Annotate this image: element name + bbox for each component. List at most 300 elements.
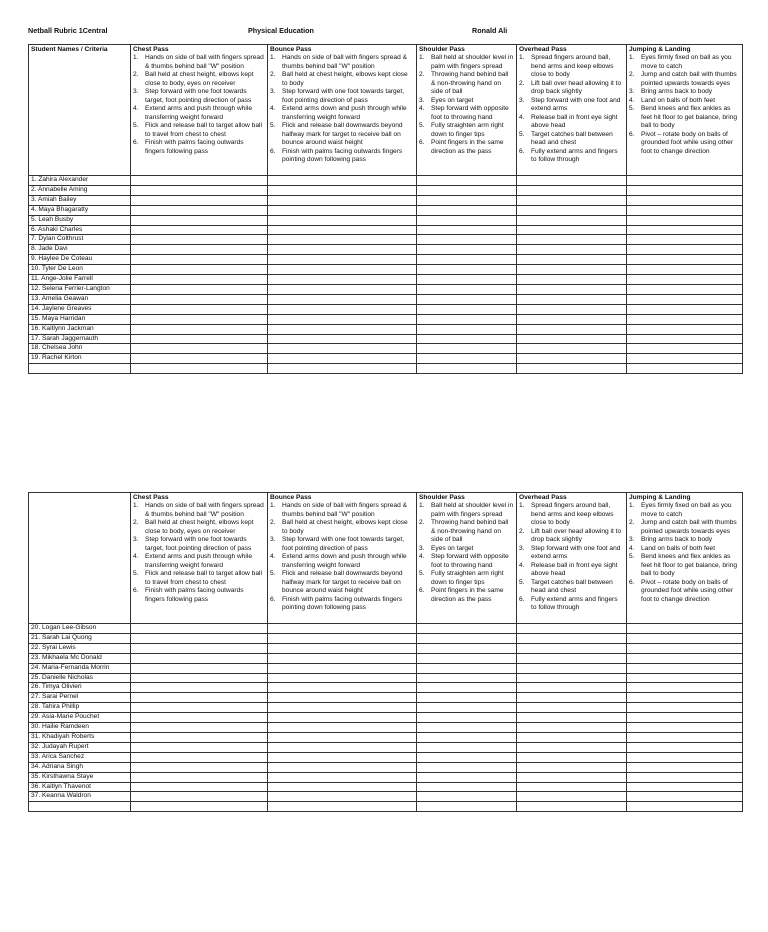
criteria-item — [270, 502, 414, 519]
criteria-item-text: Ball held at shoulder level in palm with fingers spread — [431, 502, 514, 518]
score-cell-overhead-pass[interactable] — [517, 354, 627, 364]
score-cell-shoulder-pass[interactable] — [417, 245, 517, 255]
score-cell-chest-pass[interactable] — [131, 344, 268, 354]
student-row — [29, 732, 743, 742]
score-cell-chest-pass[interactable] — [131, 176, 268, 186]
score-cell-chest-pass[interactable] — [131, 772, 268, 782]
score-cell-jumping-landing[interactable] — [627, 284, 743, 294]
criteria-item — [133, 519, 265, 536]
criteria-item-number: 6. — [419, 587, 425, 594]
student-row — [29, 723, 743, 733]
score-cell-jumping-landing[interactable] — [627, 802, 743, 811]
score-cell-overhead-pass[interactable] — [517, 752, 627, 762]
score-cell-overhead-pass[interactable] — [517, 673, 627, 683]
score-cell-shoulder-pass[interactable] — [417, 663, 517, 673]
criteria-item-number: 2. — [419, 519, 425, 526]
score-cell-overhead-pass[interactable] — [517, 703, 627, 713]
score-cell-overhead-pass[interactable] — [517, 334, 627, 344]
criteria-item-text: Bend knees and flex ankles as feet hit floor to get balance, bring ball to body — [641, 553, 738, 577]
score-cell-bounce-pass[interactable] — [268, 255, 417, 265]
score-cell-bounce-pass[interactable] — [268, 354, 417, 364]
score-cell-bounce-pass[interactable] — [268, 633, 417, 643]
rubric-title: Netball Rubric 1Central — [28, 26, 108, 35]
score-cell-bounce-pass[interactable] — [268, 782, 417, 792]
criteria-item-number: 2. — [270, 71, 276, 78]
criteria-bounce-pass — [268, 45, 417, 176]
score-cell-bounce-pass[interactable] — [268, 314, 417, 324]
criteria-item — [519, 562, 624, 579]
score-cell-overhead-pass[interactable] — [517, 772, 627, 782]
criteria-item-number: 5. — [270, 122, 276, 129]
score-cell-bounce-pass[interactable] — [268, 195, 417, 205]
criteria-item-number: 3. — [133, 536, 139, 543]
criteria-item — [419, 54, 514, 71]
score-cell-shoulder-pass[interactable] — [417, 742, 517, 752]
criteria-item-number: 1. — [419, 54, 425, 61]
score-cell-shoulder-pass[interactable] — [417, 762, 517, 772]
score-cell-shoulder-pass[interactable] — [417, 752, 517, 762]
score-cell-bounce-pass[interactable] — [268, 643, 417, 653]
criteria-item-text: Ball held at chest height, elbows kept close to body — [282, 71, 408, 87]
score-cell-shoulder-pass[interactable] — [417, 176, 517, 186]
score-cell-jumping-landing[interactable] — [627, 663, 743, 673]
criteria-item-text: Throwing hand behind ball & non-throwing hand on side of ball — [431, 71, 509, 95]
score-cell-chest-pass[interactable] — [131, 265, 268, 275]
criteria-item — [519, 528, 624, 545]
score-cell-jumping-landing[interactable] — [627, 723, 743, 733]
score-cell-shoulder-pass[interactable] — [417, 703, 517, 713]
criteria-item-text: Hands on side of ball with fingers spread & thumbs behind ball "W" position — [282, 502, 407, 518]
score-cell-overhead-pass[interactable] — [517, 324, 627, 334]
student-name: 35. Kirsthawna Staye — [29, 772, 131, 782]
score-cell-shoulder-pass[interactable] — [417, 673, 517, 683]
score-cell-shoulder-pass[interactable] — [417, 683, 517, 693]
score-cell-shoulder-pass[interactable] — [417, 713, 517, 723]
score-cell-shoulder-pass[interactable] — [417, 314, 517, 324]
student-row — [29, 762, 743, 772]
score-cell-chest-pass[interactable] — [131, 643, 268, 653]
score-cell-jumping-landing[interactable] — [627, 792, 743, 802]
score-cell-bounce-pass[interactable] — [268, 176, 417, 186]
student-row — [29, 703, 743, 713]
score-cell-bounce-pass[interactable] — [268, 802, 417, 811]
score-cell-jumping-landing[interactable] — [627, 225, 743, 235]
criteria-item-text: Land on balls of both feet — [641, 96, 716, 104]
score-cell-jumping-landing[interactable] — [627, 742, 743, 752]
score-cell-bounce-pass[interactable] — [268, 683, 417, 693]
score-cell-chest-pass[interactable] — [131, 782, 268, 792]
score-cell-chest-pass[interactable] — [131, 195, 268, 205]
score-cell-shoulder-pass[interactable] — [417, 653, 517, 663]
student-name: 31. Khadiyah Roberts — [29, 732, 131, 742]
score-cell-shoulder-pass[interactable] — [417, 802, 517, 811]
score-cell-bounce-pass[interactable] — [268, 344, 417, 354]
score-cell-chest-pass[interactable] — [131, 723, 268, 733]
score-cell-shoulder-pass[interactable] — [417, 225, 517, 235]
criteria-item — [629, 545, 740, 554]
score-cell-chest-pass[interactable] — [131, 802, 268, 811]
score-cell-chest-pass[interactable] — [131, 752, 268, 762]
criteria-item — [419, 97, 514, 106]
score-cell-jumping-landing[interactable] — [627, 762, 743, 772]
student-name — [29, 802, 131, 811]
student-row — [29, 673, 743, 683]
student-name: 24. Maria-Fernanda Morrin — [29, 663, 131, 673]
score-cell-shoulder-pass[interactable] — [417, 205, 517, 215]
score-cell-bounce-pass[interactable] — [268, 772, 417, 782]
criteria-item-text: Bend knees and flex ankles as feet hit floor to get balance, bring ball to body — [641, 105, 738, 129]
score-cell-bounce-pass[interactable] — [268, 732, 417, 742]
score-cell-chest-pass[interactable] — [131, 624, 268, 634]
score-cell-jumping-landing[interactable] — [627, 633, 743, 643]
score-cell-overhead-pass[interactable] — [517, 683, 627, 693]
criteria-jumping-landing — [627, 45, 743, 176]
score-cell-overhead-pass[interactable] — [517, 723, 627, 733]
score-cell-overhead-pass[interactable] — [517, 215, 627, 225]
score-cell-bounce-pass[interactable] — [268, 304, 417, 314]
criteria-item — [270, 88, 414, 105]
score-cell-bounce-pass[interactable] — [268, 663, 417, 673]
student-row — [29, 772, 743, 782]
score-cell-jumping-landing[interactable] — [627, 235, 743, 245]
criteria-row — [29, 493, 743, 624]
score-cell-jumping-landing[interactable] — [627, 215, 743, 225]
score-cell-overhead-pass[interactable] — [517, 255, 627, 265]
score-cell-chest-pass[interactable] — [131, 314, 268, 324]
score-cell-jumping-landing[interactable] — [627, 245, 743, 255]
criteria-item-number: 5. — [133, 570, 139, 577]
score-cell-shoulder-pass[interactable] — [417, 344, 517, 354]
score-cell-shoulder-pass[interactable] — [417, 792, 517, 802]
criteria-item-number: 6. — [629, 130, 635, 138]
criteria-item-text: Release ball in front eye sight above head — [531, 561, 618, 577]
criteria-item-number: 2. — [629, 519, 635, 526]
criteria-item-text: Extend arms down and push through while transferring weight forward — [282, 105, 407, 121]
criteria-item-text: Step forward with one foot towards target, foot pointing direction of pass — [145, 536, 252, 552]
score-cell-bounce-pass[interactable] — [268, 792, 417, 802]
criteria-item — [270, 71, 414, 88]
student-row — [29, 284, 743, 294]
score-cell-jumping-landing[interactable] — [627, 294, 743, 304]
student-name: 8. Jade Davi — [29, 245, 131, 255]
criteria-item-text: Step forward with opposite foot to throwing hand — [431, 105, 509, 121]
score-cell-jumping-landing[interactable] — [627, 703, 743, 713]
score-cell-shoulder-pass[interactable] — [417, 732, 517, 742]
criteria-item — [133, 502, 265, 519]
criteria-item-number: 1. — [133, 502, 139, 509]
score-cell-bounce-pass[interactable] — [268, 752, 417, 762]
student-name: 4. Maya Bhagaratty — [29, 205, 131, 215]
score-cell-chest-pass[interactable] — [131, 693, 268, 703]
criteria-item-text: Eyes firmly fixed on ball as you move to catch — [641, 502, 732, 518]
score-cell-shoulder-pass[interactable] — [417, 334, 517, 344]
score-cell-jumping-landing[interactable] — [627, 195, 743, 205]
score-cell-shoulder-pass[interactable] — [417, 643, 517, 653]
criteria-item-text: Bring arms back to body — [641, 536, 713, 543]
score-cell-shoulder-pass[interactable] — [417, 354, 517, 364]
criteria-item-number: 4. — [133, 553, 139, 560]
score-cell-chest-pass[interactable] — [131, 245, 268, 255]
score-cell-shoulder-pass[interactable] — [417, 364, 517, 373]
criteria-item-number: 3. — [519, 544, 525, 552]
score-cell-bounce-pass[interactable] — [268, 624, 417, 634]
criteria-item — [133, 105, 265, 122]
score-cell-overhead-pass[interactable] — [517, 284, 627, 294]
criteria-item — [419, 139, 514, 156]
score-cell-jumping-landing[interactable] — [627, 344, 743, 354]
score-cell-shoulder-pass[interactable] — [417, 294, 517, 304]
score-cell-overhead-pass[interactable] — [517, 304, 627, 314]
criteria-item-number: 3. — [519, 96, 525, 104]
score-cell-chest-pass[interactable] — [131, 364, 268, 373]
criteria-item-number: 2. — [519, 79, 525, 87]
score-cell-bounce-pass[interactable] — [268, 275, 417, 285]
score-cell-bounce-pass[interactable] — [268, 265, 417, 275]
score-cell-bounce-pass[interactable] — [268, 284, 417, 294]
score-cell-overhead-pass[interactable] — [517, 364, 627, 373]
score-cell-overhead-pass[interactable] — [517, 314, 627, 324]
score-cell-bounce-pass[interactable] — [268, 693, 417, 703]
score-cell-jumping-landing[interactable] — [627, 713, 743, 723]
score-cell-chest-pass[interactable] — [131, 324, 268, 334]
score-cell-chest-pass[interactable] — [131, 653, 268, 663]
score-cell-bounce-pass[interactable] — [268, 653, 417, 663]
score-cell-jumping-landing[interactable] — [627, 265, 743, 275]
criteria-title: Jumping & Landing — [629, 494, 691, 501]
score-cell-jumping-landing[interactable] — [627, 185, 743, 195]
score-cell-chest-pass[interactable] — [131, 185, 268, 195]
score-cell-overhead-pass[interactable] — [517, 344, 627, 354]
score-cell-chest-pass[interactable] — [131, 732, 268, 742]
score-cell-bounce-pass[interactable] — [268, 215, 417, 225]
score-cell-shoulder-pass[interactable] — [417, 215, 517, 225]
score-cell-bounce-pass[interactable] — [268, 324, 417, 334]
score-cell-shoulder-pass[interactable] — [417, 235, 517, 245]
criteria-item — [419, 502, 514, 519]
criteria-item — [629, 71, 740, 88]
score-cell-jumping-landing[interactable] — [627, 673, 743, 683]
score-cell-chest-pass[interactable] — [131, 663, 268, 673]
criteria-list — [419, 54, 514, 156]
criteria-item-number: 6. — [629, 578, 635, 586]
score-cell-bounce-pass[interactable] — [268, 225, 417, 235]
criteria-item-number: 6. — [519, 595, 525, 603]
student-row — [29, 185, 743, 195]
score-cell-chest-pass[interactable] — [131, 633, 268, 643]
score-cell-shoulder-pass[interactable] — [417, 185, 517, 195]
score-cell-shoulder-pass[interactable] — [417, 255, 517, 265]
score-cell-bounce-pass[interactable] — [268, 762, 417, 772]
score-cell-jumping-landing[interactable] — [627, 364, 743, 373]
criteria-title: Bounce Pass — [270, 46, 312, 53]
score-cell-shoulder-pass[interactable] — [417, 723, 517, 733]
score-cell-chest-pass[interactable] — [131, 284, 268, 294]
criteria-item-number: 1. — [133, 54, 139, 61]
criteria-item-text: Eyes on target — [431, 96, 474, 104]
criteria-item-text: Fully straighten arm right down to finger tips — [431, 570, 504, 586]
criteria-item-text: Ball held at chest height, elbows kept close to body — [282, 519, 408, 535]
criteria-item-number: 4. — [419, 105, 425, 112]
score-cell-jumping-landing[interactable] — [627, 314, 743, 324]
score-cell-overhead-pass[interactable] — [517, 742, 627, 752]
score-cell-bounce-pass[interactable] — [268, 713, 417, 723]
score-cell-overhead-pass[interactable] — [517, 792, 627, 802]
score-cell-overhead-pass[interactable] — [517, 265, 627, 275]
criteria-item-number: 1. — [270, 54, 276, 61]
score-cell-shoulder-pass[interactable] — [417, 772, 517, 782]
score-cell-shoulder-pass[interactable] — [417, 265, 517, 275]
criteria-item — [419, 71, 514, 97]
score-cell-bounce-pass[interactable] — [268, 334, 417, 344]
criteria-item — [133, 88, 265, 105]
score-cell-chest-pass[interactable] — [131, 334, 268, 344]
student-name: 9. Haylee De Coteau — [29, 255, 131, 265]
student-row — [29, 294, 743, 304]
score-cell-jumping-landing[interactable] — [627, 176, 743, 186]
rubric-table-1 — [28, 44, 743, 374]
criteria-item — [270, 105, 414, 122]
score-cell-overhead-pass[interactable] — [517, 732, 627, 742]
score-cell-chest-pass[interactable] — [131, 215, 268, 225]
criteria-item — [419, 105, 514, 122]
score-cell-chest-pass[interactable] — [131, 713, 268, 723]
score-cell-chest-pass[interactable] — [131, 275, 268, 285]
score-cell-shoulder-pass[interactable] — [417, 195, 517, 205]
criteria-item-text: Pivot – rotate body on balls of grounded foot while using other foot to change direction — [641, 130, 734, 155]
score-cell-overhead-pass[interactable] — [517, 205, 627, 215]
score-cell-overhead-pass[interactable] — [517, 185, 627, 195]
score-cell-bounce-pass[interactable] — [268, 294, 417, 304]
score-cell-jumping-landing[interactable] — [627, 354, 743, 364]
student-row — [29, 205, 743, 215]
score-cell-overhead-pass[interactable] — [517, 782, 627, 792]
score-cell-jumping-landing[interactable] — [627, 732, 743, 742]
score-cell-jumping-landing[interactable] — [627, 324, 743, 334]
score-cell-overhead-pass[interactable] — [517, 195, 627, 205]
score-cell-shoulder-pass[interactable] — [417, 324, 517, 334]
score-cell-chest-pass[interactable] — [131, 205, 268, 215]
score-cell-shoulder-pass[interactable] — [417, 633, 517, 643]
score-cell-jumping-landing[interactable] — [627, 255, 743, 265]
criteria-item-number: 5. — [629, 553, 635, 560]
score-cell-jumping-landing[interactable] — [627, 653, 743, 663]
score-cell-shoulder-pass[interactable] — [417, 693, 517, 703]
student-name: 36. Kaitlyn Thavenot — [29, 782, 131, 792]
score-cell-chest-pass[interactable] — [131, 703, 268, 713]
score-cell-bounce-pass[interactable] — [268, 185, 417, 195]
criteria-item — [270, 596, 414, 613]
criteria-item-text: Fully straighten arm right down to finger tips — [431, 122, 504, 138]
score-cell-bounce-pass[interactable] — [268, 364, 417, 373]
score-cell-overhead-pass[interactable] — [517, 802, 627, 811]
score-cell-jumping-landing[interactable] — [627, 683, 743, 693]
student-name: 1. Zahira Alexander — [29, 176, 131, 186]
score-cell-jumping-landing[interactable] — [627, 304, 743, 314]
score-cell-overhead-pass[interactable] — [517, 653, 627, 663]
criteria-item — [133, 139, 265, 156]
score-cell-bounce-pass[interactable] — [268, 245, 417, 255]
score-cell-chest-pass[interactable] — [131, 762, 268, 772]
score-cell-overhead-pass[interactable] — [517, 176, 627, 186]
score-cell-bounce-pass[interactable] — [268, 235, 417, 245]
score-cell-chest-pass[interactable] — [131, 294, 268, 304]
score-cell-bounce-pass[interactable] — [268, 703, 417, 713]
score-cell-overhead-pass[interactable] — [517, 762, 627, 772]
criteria-item-text: Point fingers in the same direction as the pass — [431, 587, 504, 603]
score-cell-bounce-pass[interactable] — [268, 673, 417, 683]
student-name: 21. Sarah Lai Quong — [29, 633, 131, 643]
student-name: 7. Dylan Colthrust — [29, 235, 131, 245]
student-name: 16. Kaitlynn Jackman — [29, 324, 131, 334]
score-cell-shoulder-pass[interactable] — [417, 782, 517, 792]
score-cell-jumping-landing[interactable] — [627, 772, 743, 782]
score-cell-bounce-pass[interactable] — [268, 723, 417, 733]
criteria-title: Overhead Pass — [519, 494, 567, 501]
score-cell-chest-pass[interactable] — [131, 683, 268, 693]
score-cell-overhead-pass[interactable] — [517, 713, 627, 723]
criteria-item — [519, 97, 624, 114]
student-name: 28. Tahira Phillip — [29, 703, 131, 713]
criteria-bounce-pass — [268, 493, 417, 624]
score-cell-overhead-pass[interactable] — [517, 275, 627, 285]
criteria-item-number: 4. — [519, 113, 525, 121]
score-cell-overhead-pass[interactable] — [517, 294, 627, 304]
score-cell-shoulder-pass[interactable] — [417, 304, 517, 314]
score-cell-chest-pass[interactable] — [131, 255, 268, 265]
score-cell-overhead-pass[interactable] — [517, 235, 627, 245]
score-cell-overhead-pass[interactable] — [517, 624, 627, 634]
score-cell-jumping-landing[interactable] — [627, 643, 743, 653]
criteria-item — [133, 71, 265, 88]
score-cell-chest-pass[interactable] — [131, 742, 268, 752]
score-cell-chest-pass[interactable] — [131, 225, 268, 235]
score-cell-jumping-landing[interactable] — [627, 693, 743, 703]
score-cell-jumping-landing[interactable] — [627, 624, 743, 634]
score-cell-chest-pass[interactable] — [131, 235, 268, 245]
score-cell-chest-pass[interactable] — [131, 673, 268, 683]
student-name: 11. Ange-Jolie Farrell — [29, 275, 131, 285]
criteria-item — [133, 553, 265, 570]
criteria-item-text: Hands on side of ball with fingers spread & thumbs behind ball "W" position — [282, 54, 407, 70]
score-cell-overhead-pass[interactable] — [517, 663, 627, 673]
criteria-item — [270, 519, 414, 536]
score-cell-overhead-pass[interactable] — [517, 693, 627, 703]
score-cell-shoulder-pass[interactable] — [417, 275, 517, 285]
score-cell-shoulder-pass[interactable] — [417, 284, 517, 294]
criteria-item-text: Step forward with opposite foot to throwing hand — [431, 553, 509, 569]
score-cell-jumping-landing[interactable] — [627, 275, 743, 285]
score-cell-bounce-pass[interactable] — [268, 742, 417, 752]
score-cell-jumping-landing[interactable] — [627, 752, 743, 762]
score-cell-overhead-pass[interactable] — [517, 225, 627, 235]
student-name: 33. Arica Sanchez — [29, 752, 131, 762]
student-row — [29, 225, 743, 235]
score-cell-jumping-landing[interactable] — [627, 334, 743, 344]
score-cell-overhead-pass[interactable] — [517, 643, 627, 653]
score-cell-chest-pass[interactable] — [131, 354, 268, 364]
score-cell-bounce-pass[interactable] — [268, 205, 417, 215]
score-cell-jumping-landing[interactable] — [627, 782, 743, 792]
score-cell-shoulder-pass[interactable] — [417, 624, 517, 634]
criteria-item — [270, 553, 414, 570]
score-cell-overhead-pass[interactable] — [517, 633, 627, 643]
score-cell-overhead-pass[interactable] — [517, 245, 627, 255]
student-row — [29, 176, 743, 186]
criteria-item-number: 2. — [133, 519, 139, 526]
score-cell-chest-pass[interactable] — [131, 304, 268, 314]
score-cell-chest-pass[interactable] — [131, 792, 268, 802]
score-cell-jumping-landing[interactable] — [627, 205, 743, 215]
